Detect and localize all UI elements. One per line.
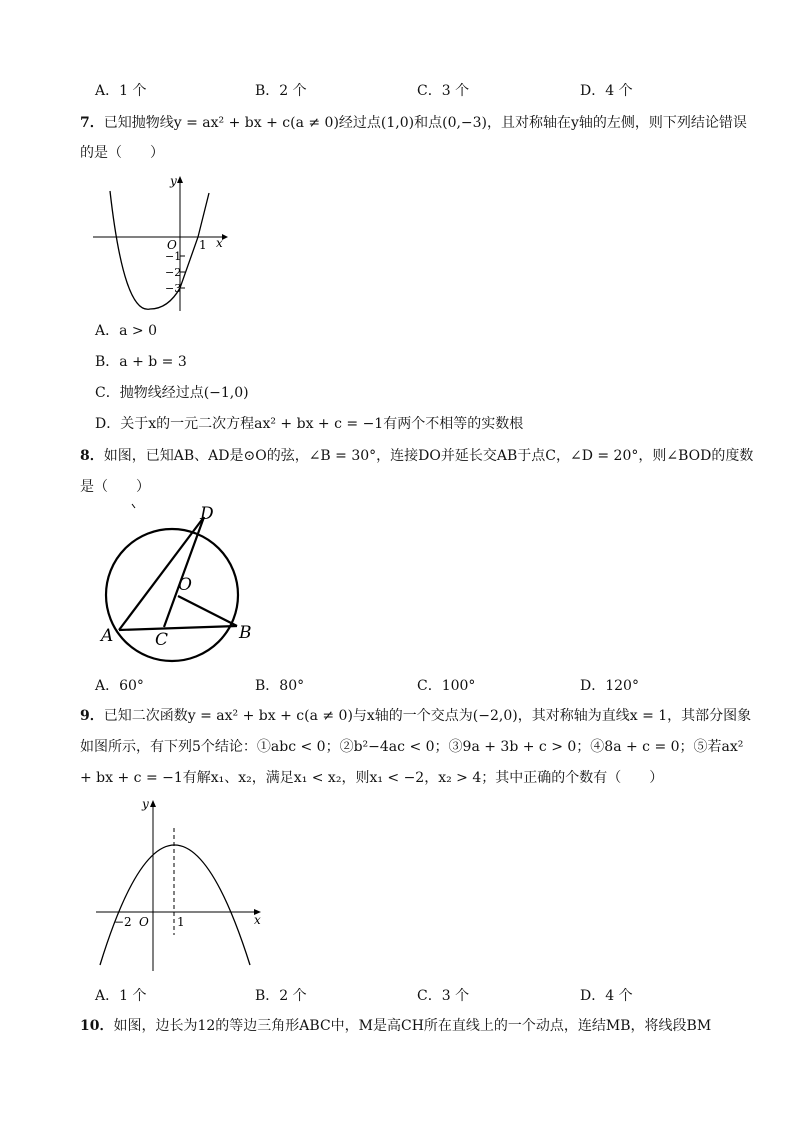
q7-label-m1: −1 [165, 250, 182, 263]
q7-choice-d[interactable]: D．关于x的一元二次方程ax² + bx + c = −1有两个不相等的实数根 [95, 416, 524, 432]
q7-number: 7． [80, 115, 104, 131]
q8-number: 8． [80, 448, 104, 464]
q7-choice-b[interactable]: B．a + b = 3 [95, 354, 187, 370]
q10-stem-line1 [80, 1016, 711, 1036]
q9-label-y: y [142, 797, 149, 811]
q9-choice-a[interactable]: A．1 个 [95, 988, 147, 1004]
q9-stem-line1 [80, 706, 751, 726]
q7-label-x: x [216, 236, 223, 250]
q8-text-2: 是（ ） [80, 479, 150, 495]
q7-label-1: 1 [199, 238, 207, 252]
q9-choice-b[interactable]: B．2 个 [255, 988, 307, 1004]
q8-label-d: D [200, 504, 214, 524]
q9-parabola-curve [100, 845, 250, 965]
q8-text-1: 如图，已知AB、AD是⊙O的弦，∠B = 30°，连接DO并延长交AB于点C，∠D = 20°，则∠BOD的度数 [103, 448, 754, 464]
q9-stem-line2 [80, 737, 743, 757]
q8-choice-c[interactable]: C．100° [417, 678, 476, 694]
q7-y-arrow [177, 176, 183, 183]
q9-options [95, 986, 735, 1006]
q7-text-1: 已知抛物线y = ax² + bx + c(a ≠ 0)经过点(1,0)和点(0,−3)，且对称轴在y轴的左侧，则下列结论错误 [103, 115, 747, 131]
q8-circle [106, 529, 238, 661]
q8-label-b: B [239, 623, 252, 643]
q9-choice-d[interactable]: D．4 个 [580, 988, 633, 1004]
q8-circle-figure [98, 500, 268, 670]
q9-text-3: + bx + c = −1有解x₁、x₂，满足x₁ < x₂，则x₁ < −2，x₂ > 4；其中正确的个数有（ ） [80, 770, 664, 786]
q8-choice-d[interactable]: D．120° [580, 678, 639, 694]
q6-option-a[interactable]: A．1 个 [95, 83, 147, 99]
q6-option-b[interactable]: B．2 个 [255, 83, 307, 99]
q9-y-arrow [150, 800, 156, 807]
q8-choice-b[interactable]: B．80° [255, 678, 305, 694]
q9-parabola-graph [90, 795, 270, 975]
q7-text-2: 的是（ ） [80, 145, 164, 161]
q8-label-a: A [101, 626, 114, 646]
q6-option-c[interactable]: C．3 个 [417, 83, 470, 99]
q6-option-d[interactable]: D．4 个 [580, 83, 633, 99]
q8-mark [132, 504, 135, 508]
q7-x-arrow [222, 234, 228, 240]
q9-label-1: 1 [177, 915, 185, 929]
q8-segment-dc [164, 517, 204, 627]
q7-parabola-graph [88, 173, 238, 313]
q8-segment-ob [178, 596, 237, 626]
q8-chord-ab [119, 626, 237, 630]
q9-stem-line3 [80, 768, 663, 788]
q9-choice-c[interactable]: C．3 个 [417, 988, 470, 1004]
q9-label-x: x [254, 913, 261, 927]
q9-number: 9． [80, 708, 104, 724]
q9-text-2: 如图所示，有下列5个结论：①abc < 0；②b²−4ac < 0；③9a + 3b + c > 0；④8a + c = 0；⑤若ax² [80, 739, 744, 755]
q7-label-m3: −3 [165, 282, 182, 295]
q8-stem-line2 [80, 477, 150, 497]
q6-options [95, 81, 735, 101]
q7-stem-line2 [80, 143, 164, 163]
q7-label-y: y [170, 174, 177, 188]
q7-stem-line1 [80, 113, 747, 133]
q9-label-m2: −2 [114, 915, 132, 929]
q8-label-o: O [178, 575, 192, 595]
q8-options [95, 676, 735, 696]
q10-number: 10． [80, 1018, 114, 1034]
q7-choice-c[interactable]: C．抛物线经过点(−1,0) [95, 385, 249, 401]
q8-chord-ad [119, 517, 204, 630]
q7-choice-a[interactable]: A．a > 0 [95, 323, 157, 339]
q9-text-1: 已知二次函数y = ax² + bx + c(a ≠ 0)与x轴的一个交点为(−2,0)，其对称轴为直线x = 1，其部分图象 [103, 708, 752, 724]
q7-label-m2: −2 [165, 266, 182, 279]
q7-parabola-curve [110, 191, 209, 309]
q10-text-1: 如图，边长为12的等边三角形ABC中，M是高CH所在直线上的一个动点，连结MB，将线段BM [113, 1018, 712, 1034]
q9-label-o: O [139, 915, 149, 929]
q8-label-c: C [155, 630, 169, 650]
q8-stem-line1 [80, 446, 753, 466]
q7-label-o: O [167, 238, 177, 252]
q8-choice-a[interactable]: A．60° [95, 678, 144, 694]
